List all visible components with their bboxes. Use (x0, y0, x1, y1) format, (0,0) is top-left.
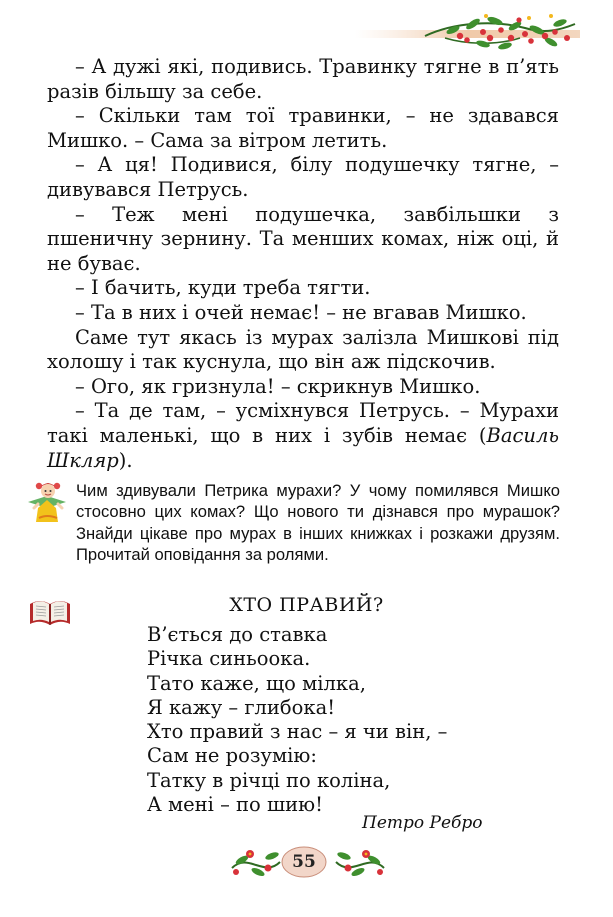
paragraph: Саме тут якась із мурах залізла Мишкові під холошу і так куснула, що він аж підскочив. (47, 325, 559, 374)
paragraph: – І бачить, куди треба тягти. (75, 276, 371, 300)
paragraph: – Ого, як гризнула! – скрикнув Мишко. (75, 374, 481, 398)
poem-line: Я кажу – глибока! (147, 695, 336, 719)
poem-line: Річка синьоока. (147, 647, 311, 671)
poem-line: Тато каже, що мілка, (147, 671, 366, 695)
page-number: 55 (292, 852, 316, 872)
story-author: Василь Шкляр (47, 423, 559, 472)
paragraph: – Скільки там тої травинки, – не здавався Мишко. – Сама за вітром летить. (47, 104, 559, 152)
author-open-paren: ( (478, 423, 487, 447)
poem-line: А мені – по шию! (147, 793, 323, 817)
poem-line: В’ється до ставка (147, 623, 328, 646)
task-questions: Чим здивували Петрика мурахи? У чому помилявся Мишко стосовно цих комах? Що нового ти дізнався про мурашок? Знайди цікаве про мурах в інших книжках і розкажи друзям. Прочитай оповідання за ролями. (76, 481, 560, 565)
floral-ornament-icon (355, 8, 580, 58)
paragraph: – А дужі які, подивись. Травинку тягне в п’ять разів більшу за себе. (47, 55, 559, 103)
poem-title: ХТО ПРАВИЙ? (229, 594, 384, 616)
poem-line: Хто правий з нас – я чи він, – (147, 720, 448, 744)
author-close-paren: ). (118, 448, 133, 472)
paragraph: – Та в них і очей немає! – не вгавав Мишко. (75, 300, 527, 324)
paragraph: – Теж мені подушечка, завбільшки з пшеничну зернину. Та менших комах, ніж оці, й не буває. (47, 202, 559, 275)
paragraph-final-text: – Та де там, – усміхнувся Петрусь. – Мурахи такі маленькі, що в них і зубів немає (47, 399, 559, 447)
paragraph-final (47, 399, 559, 473)
story-text (47, 55, 559, 473)
poem-author: Петро Ребро (362, 813, 483, 833)
girl-character-icon (24, 478, 70, 526)
poem-line: Татку в річці по коліна, (147, 768, 391, 792)
poem-body (147, 623, 547, 817)
poem-line: Сам не розумію: (147, 744, 317, 768)
paragraph: – А ця! Подивися, білу подушечку тягне, – дивувався Петрусь. (47, 153, 559, 201)
